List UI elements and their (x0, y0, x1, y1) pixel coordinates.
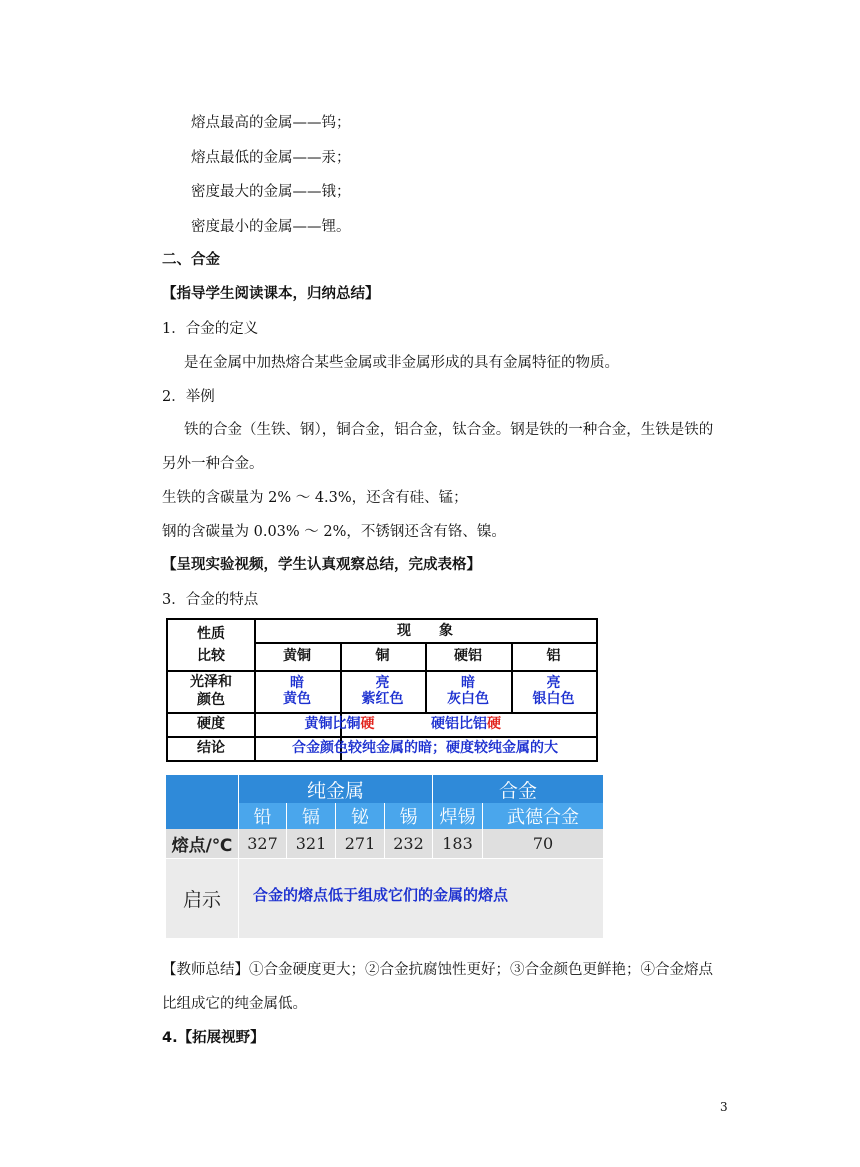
col-header-brass: 黄铜 (283, 648, 311, 664)
melting-point-table (166, 775, 603, 938)
item-examples-text-a: 铁的合金（生铁、钢），铜合金，铝合金，钛合金。钢是铁的一种合金，生铁是铁的 (184, 422, 714, 438)
video-note: 【呈现实验视频，学生认真观察总结，完成表格】 (162, 557, 481, 573)
section-heading-alloy: 二、合金 (162, 252, 220, 268)
mp-bismuth: 271 (335, 829, 384, 858)
fact-highest-melting: 熔点最高的金属——钨； (191, 115, 351, 131)
metal-lead: 铅 (238, 803, 286, 829)
header-pure-metal: 纯金属 (238, 775, 432, 803)
metal-bismuth: 铋 (335, 803, 384, 829)
item-definition-heading: 1．合金的定义 (162, 321, 259, 337)
header-alloy: 合金 (432, 775, 603, 803)
phenomenon-header: 现 象 (397, 623, 453, 639)
mp-lead: 327 (238, 829, 286, 858)
hardness-brass-vs-copper: 黄铜比铜 硬 (304, 716, 375, 732)
item-examples-heading: 2．举例 (162, 389, 215, 405)
fact-lowest-density: 密度最小的金属——锂。 (191, 219, 351, 235)
alloy-wood-metal: 武德合金 (482, 803, 603, 829)
corner-header: 性质 比较 (197, 626, 225, 664)
col-header-aluminum: 铝 (546, 648, 561, 664)
row-label-conclusion: 结论 (197, 740, 225, 756)
luster-duralumin: 暗 灰白色 (447, 675, 489, 707)
teacher-summary-a: 【教师总结】①合金硬度更大；②合金抗腐蚀性更好；③合金颜色更鲜艳；④合金熔点 (162, 962, 713, 978)
metal-tin: 锡 (384, 803, 432, 829)
luster-copper: 亮 紫红色 (361, 675, 404, 707)
item-examples-text-b: 另外一种合金。 (162, 456, 264, 472)
item-extended-view: 4.【拓展视野】 (162, 1030, 265, 1046)
hint-label: 启示 (166, 858, 238, 938)
luster-brass: 暗 黄色 (283, 675, 311, 707)
item-definition-text: 是在金属中加热熔合某些金属或非金属形成的具有金属特征的物质。 (184, 355, 619, 371)
page-number: 3 (720, 1100, 728, 1114)
steel-carbon: 钢的含碳量为 0.03% ～ 2%，不锈钢还含有铬、镍。 (162, 524, 506, 540)
header-blank (166, 775, 238, 829)
alloy-property-table (166, 618, 598, 762)
row-label-hardness: 硬度 (197, 716, 225, 732)
fact-lowest-melting: 熔点最低的金属——汞； (191, 150, 351, 166)
row-label-melting-point: 熔点/℃ (166, 829, 238, 858)
col-header-copper: 铜 (375, 648, 390, 664)
row-label-luster: 光泽和 颜色 (190, 674, 232, 708)
guide-note: 【指导学生阅读课本，归纳总结】 (162, 286, 380, 302)
alloy-solder: 焊锡 (432, 803, 482, 829)
mp-solder: 183 (432, 829, 482, 858)
hardness-duralumin-vs-aluminum: 硬铝比铝 硬 (431, 716, 501, 732)
hint-text: 合金的熔点低于组成它们的金属的熔点 (238, 858, 603, 938)
mp-cadmium: 321 (286, 829, 335, 858)
item-features-heading: 3．合金的特点 (162, 592, 259, 608)
teacher-summary-b: 比组成它的纯金属低。 (162, 996, 307, 1012)
luster-aluminum: 亮 银白色 (532, 675, 575, 707)
fact-highest-density: 密度最大的金属——锇； (191, 184, 351, 200)
pig-iron-carbon: 生铁的含碳量为 2% ～ 4.3%，还含有硅、锰； (162, 490, 468, 506)
col-header-duralumin: 硬铝 (454, 648, 482, 664)
metal-cadmium: 镉 (286, 803, 335, 829)
mp-wood-metal: 70 (482, 829, 603, 858)
mp-tin: 232 (384, 829, 432, 858)
conclusion-text: 合金颜色较纯金属的暗；硬度较纯金属的大 (292, 740, 558, 756)
